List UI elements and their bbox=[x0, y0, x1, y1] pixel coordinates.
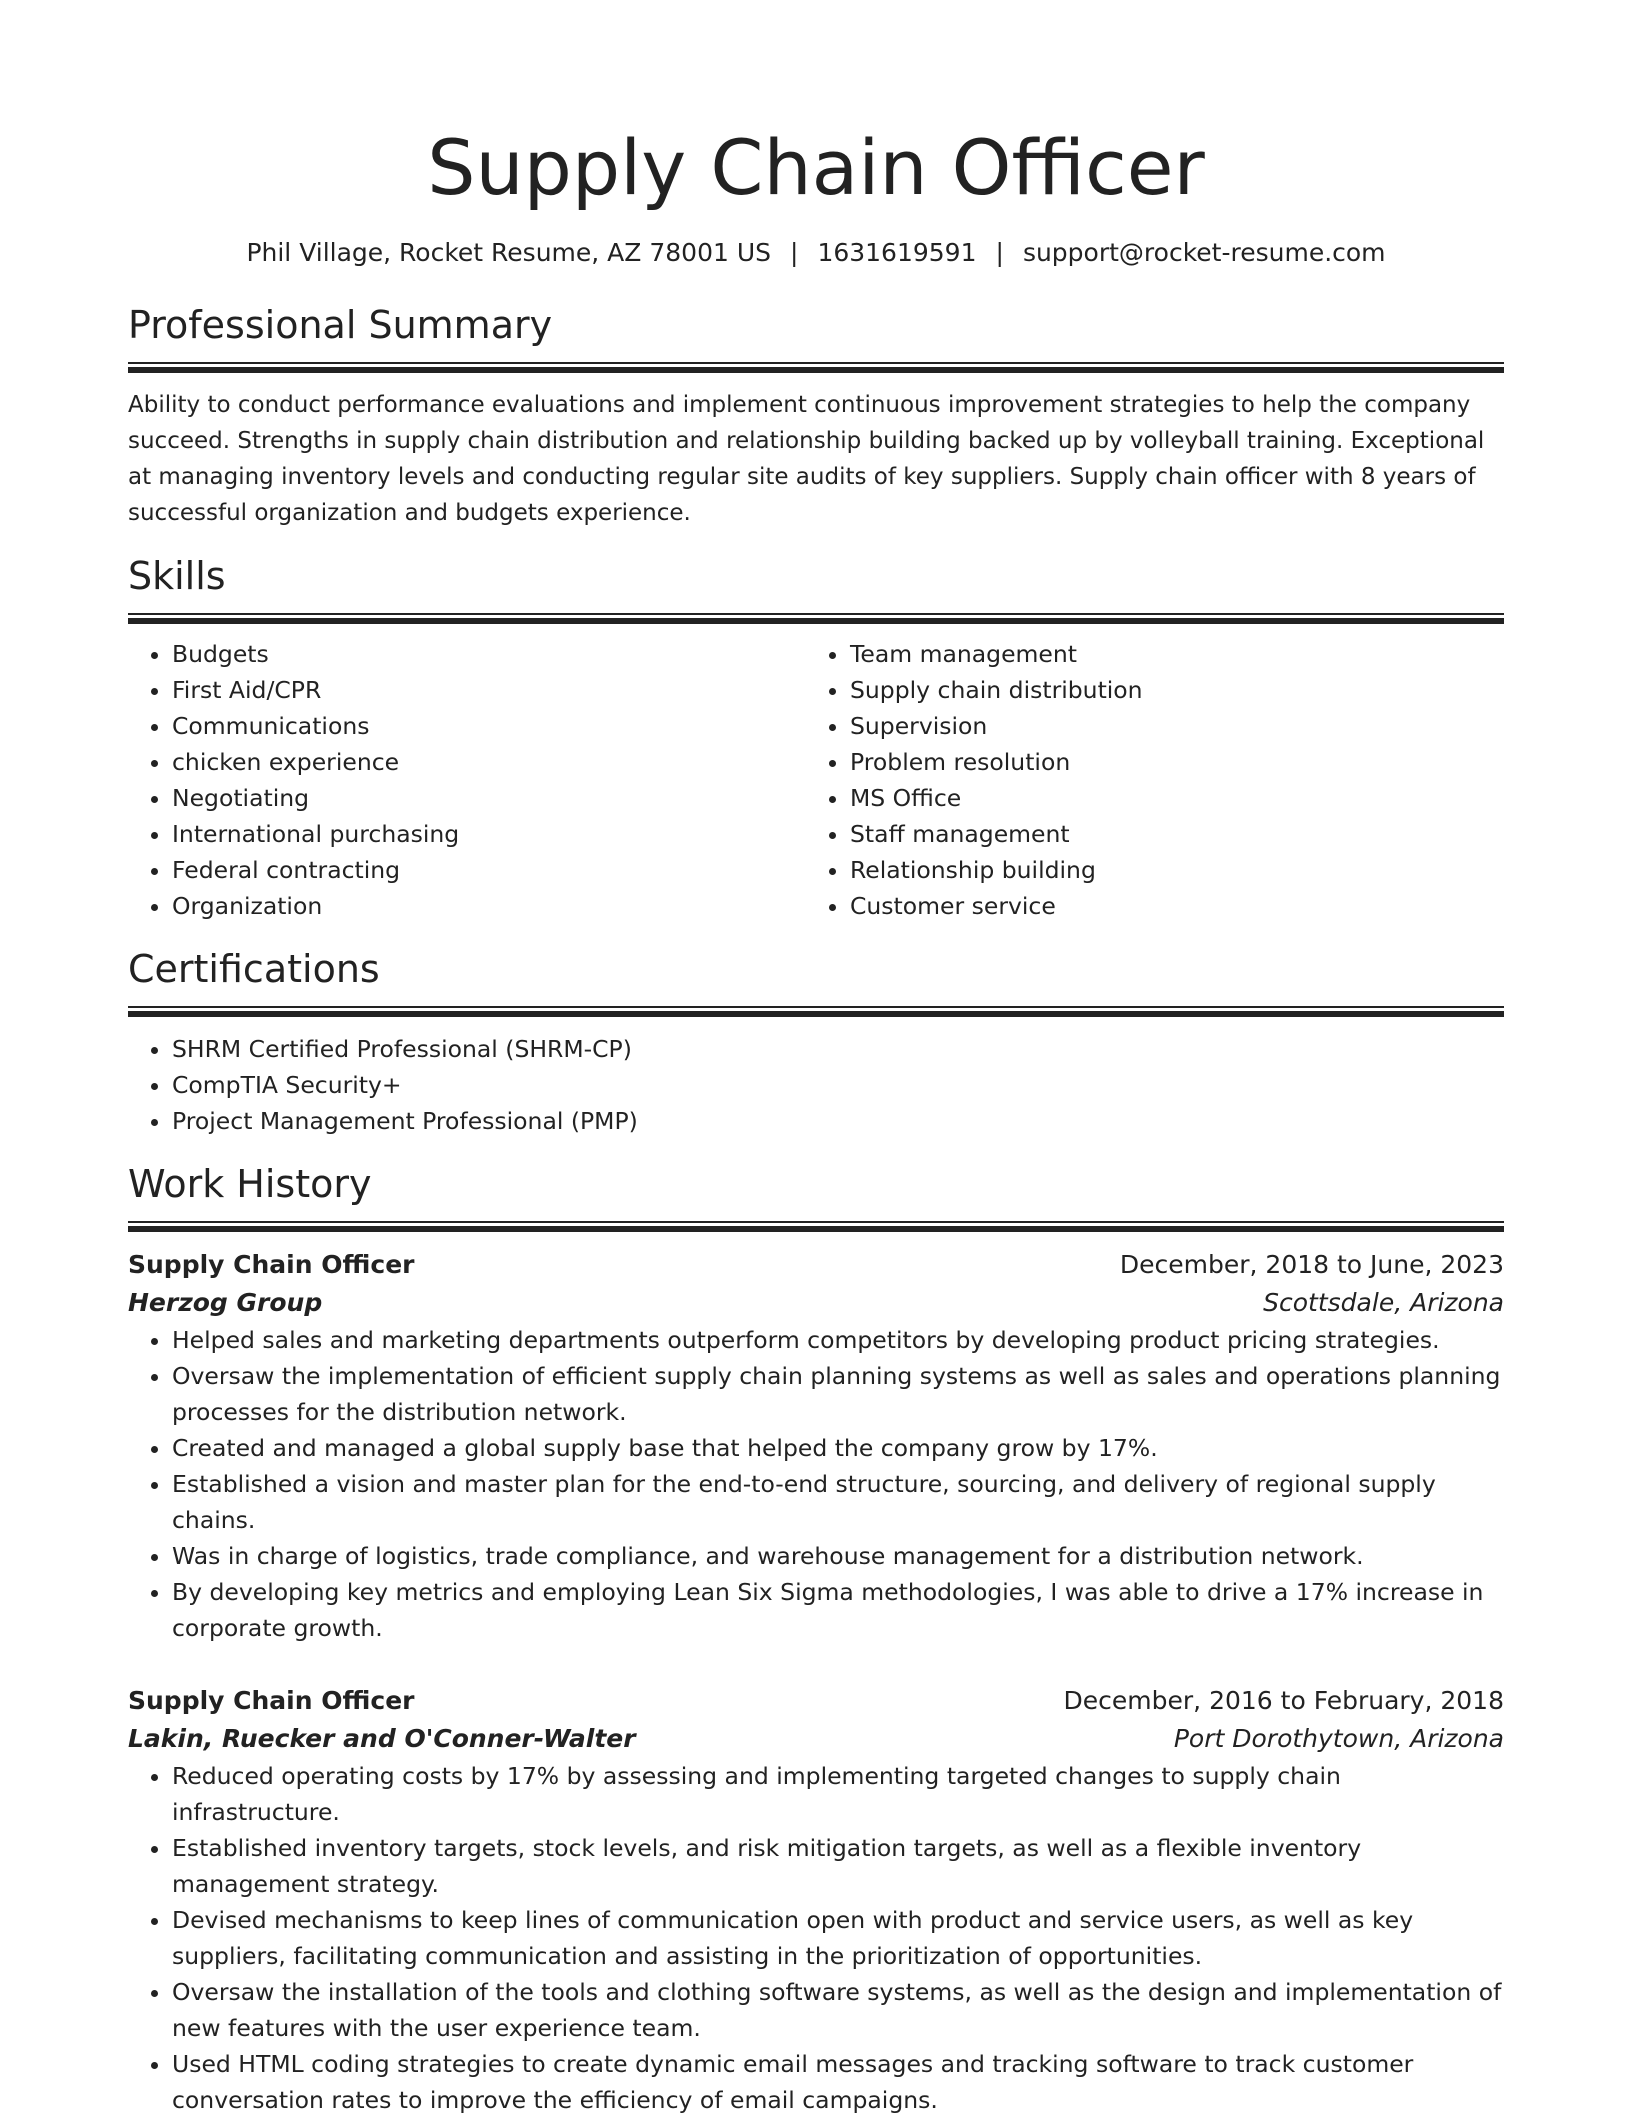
skills-list-right bbox=[806, 636, 1504, 924]
resume-title: Supply Chain Officer bbox=[427, 123, 1205, 212]
job-bullet: • Established inventory targets, stock levels, and risk mitigation targets, as well as a flexible inventory management strategy. bbox=[172, 1830, 1504, 1902]
skill-item: • Problem resolution bbox=[850, 744, 1504, 780]
work-history-section bbox=[128, 1161, 1504, 2118]
job-company: Lakin, Ruecker and O'Conner-Walter bbox=[128, 1724, 636, 1753]
job-subheader bbox=[128, 1284, 1504, 1322]
job-company: Herzog Group bbox=[128, 1288, 323, 1317]
summary-section bbox=[128, 302, 1504, 531]
job-title: Supply Chain Officer bbox=[128, 1686, 415, 1715]
skills-section bbox=[128, 553, 1504, 924]
job-bullet: • Established a vision and master plan for the end-to-end structure, sourcing, and delivery of regional supply chains. bbox=[172, 1466, 1504, 1538]
job-dates: December, 2016 to February, 2018 bbox=[1063, 1686, 1504, 1715]
job-entry bbox=[128, 1682, 1504, 2118]
job-bullets bbox=[128, 1758, 1504, 2118]
job-bullet: • Oversaw the installation of the tools and clothing software systems, as well as the design and implementation of new features with the user experience team. bbox=[172, 1974, 1504, 2046]
skill-item: • International purchasing bbox=[172, 816, 806, 852]
certification-item: • CompTIA Security+ bbox=[172, 1067, 1504, 1103]
skill-item: • Communications bbox=[172, 708, 806, 744]
skills-list-left bbox=[128, 636, 806, 924]
job-bullet: • Reduced operating costs by 17% by assessing and implementing targeted changes to supply chain infrastructure. bbox=[172, 1758, 1504, 1830]
skills-grid bbox=[128, 636, 1504, 924]
job-header bbox=[128, 1682, 1504, 1720]
skill-item: • Federal contracting bbox=[172, 852, 806, 888]
skill-item: • Team management bbox=[850, 636, 1504, 672]
job-entry bbox=[128, 1246, 1504, 1646]
job-bullet: • By developing key metrics and employing Lean Six Sigma methodologies, I was able to drive a 17% increase in corporate growth. bbox=[172, 1574, 1504, 1646]
work-history-heading: Work History bbox=[128, 1162, 372, 1206]
certifications-heading: Certifications bbox=[128, 947, 380, 991]
summary-text: Ability to conduct performance evaluations and implement continuous improvement strategies to help the company succeed. Strengths in supply chain distribution and relationship building backed up by volleyball training. Exceptional at managing inventory levels and conducting regular site audits of key suppliers. Supply chain officer with 8 years of successful organization and budgets experience. bbox=[128, 392, 1485, 526]
job-bullet: • Used HTML coding strategies to create dynamic email messages and tracking software to track customer conversation rates to improve the efficiency of email campaigns. bbox=[172, 2046, 1504, 2118]
skill-item: • Supply chain distribution bbox=[850, 672, 1504, 708]
skill-item: • MS Office bbox=[850, 780, 1504, 816]
job-bullet: • Helped sales and marketing departments outperform competitors by developing product pricing strategies. bbox=[172, 1322, 1504, 1358]
skill-item: • Customer service bbox=[850, 888, 1504, 924]
summary-heading: Professional Summary bbox=[128, 303, 553, 347]
skill-item: • chicken experience bbox=[172, 744, 806, 780]
section-divider bbox=[128, 362, 1504, 373]
certifications-list bbox=[128, 1031, 1504, 1139]
contact-line bbox=[128, 236, 1504, 270]
job-bullet: • Oversaw the implementation of efficient supply chain planning systems as well as sales and operations planning processes for the distribution network. bbox=[172, 1358, 1504, 1430]
skills-heading: Skills bbox=[128, 554, 226, 598]
job-bullet: • Created and managed a global supply base that helped the company grow by 17%. bbox=[172, 1430, 1504, 1466]
contact-separator: | bbox=[995, 238, 1004, 267]
skill-item: • Relationship building bbox=[850, 852, 1504, 888]
job-location: Port Dorothytown, Arizona bbox=[1173, 1724, 1504, 1753]
skill-item: • Budgets bbox=[172, 636, 806, 672]
contact-phone: 1631619591 bbox=[817, 238, 977, 267]
skill-item: • Organization bbox=[172, 888, 806, 924]
contact-email[interactable]: support@rocket-resume.com bbox=[1022, 238, 1386, 267]
skill-item: • Staff management bbox=[850, 816, 1504, 852]
job-bullet: • Devised mechanisms to keep lines of communication open with product and service users, as well as key suppliers, facilitating communication and assisting in the prioritization of opportunities. bbox=[172, 1902, 1504, 1974]
section-divider bbox=[128, 1221, 1504, 1232]
skill-item: • First Aid/CPR bbox=[172, 672, 806, 708]
certification-item: • SHRM Certified Professional (SHRM-CP) bbox=[172, 1031, 1504, 1067]
skill-item: • Negotiating bbox=[172, 780, 806, 816]
job-dates: December, 2018 to June, 2023 bbox=[1119, 1250, 1504, 1279]
section-divider bbox=[128, 613, 1504, 624]
contact-address: Phil Village, Rocket Resume, AZ 78001 US bbox=[246, 238, 771, 267]
job-subheader bbox=[128, 1720, 1504, 1758]
job-bullet: • Was in charge of logistics, trade compliance, and warehouse management for a distribution network. bbox=[172, 1538, 1504, 1574]
certifications-section bbox=[128, 946, 1504, 1139]
job-title: Supply Chain Officer bbox=[128, 1250, 415, 1279]
job-header bbox=[128, 1246, 1504, 1284]
certification-item: • Project Management Professional (PMP) bbox=[172, 1103, 1504, 1139]
job-bullets bbox=[128, 1322, 1504, 1646]
contact-separator: | bbox=[790, 238, 799, 267]
skill-item: • Supervision bbox=[850, 708, 1504, 744]
job-location: Scottsdale, Arizona bbox=[1263, 1288, 1504, 1317]
section-divider bbox=[128, 1006, 1504, 1017]
